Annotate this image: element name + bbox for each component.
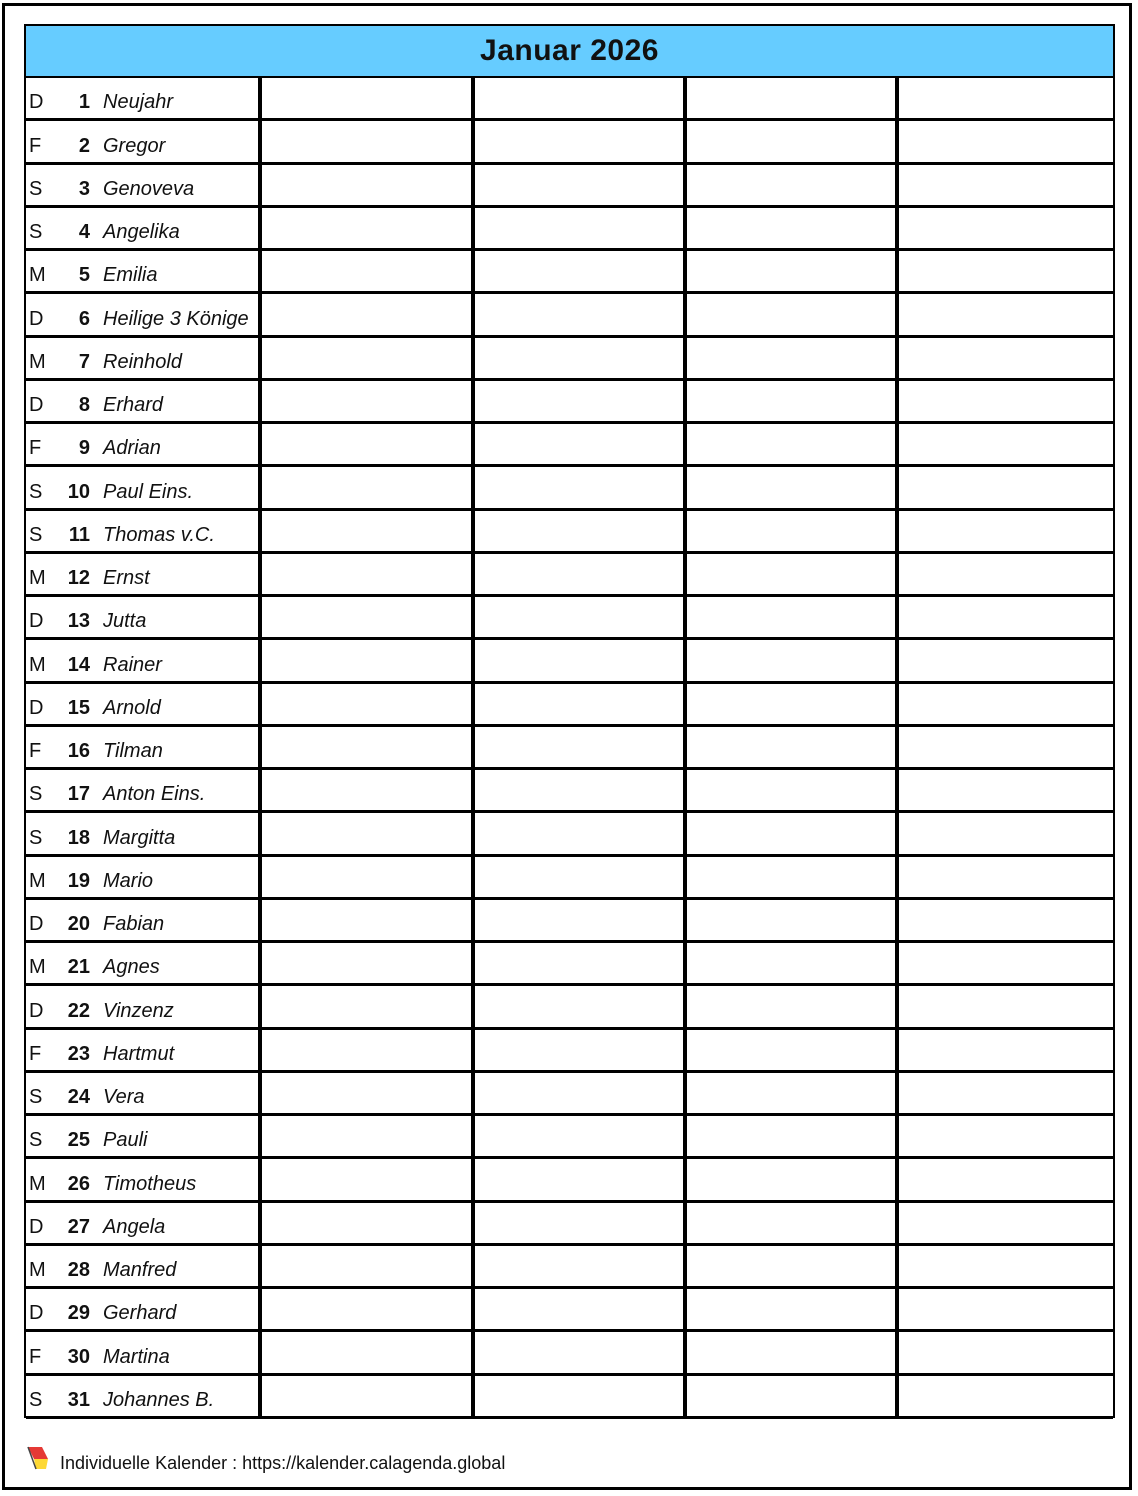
name-day: Agnes bbox=[103, 956, 160, 979]
entry-cell[interactable] bbox=[683, 121, 895, 161]
entry-cell[interactable] bbox=[471, 597, 683, 637]
entry-cell[interactable] bbox=[895, 251, 1113, 291]
entry-cell[interactable] bbox=[471, 554, 683, 594]
entry-cell[interactable] bbox=[471, 813, 683, 853]
day-label bbox=[26, 1159, 258, 1199]
entry-cell[interactable] bbox=[258, 1246, 471, 1286]
entry-cell[interactable] bbox=[895, 1246, 1113, 1286]
day-label bbox=[26, 857, 258, 897]
name-day: Adrian bbox=[103, 437, 161, 460]
entry-cell[interactable] bbox=[895, 640, 1113, 680]
day-label bbox=[26, 424, 258, 464]
entry-cell[interactable] bbox=[471, 424, 683, 464]
entry-cell[interactable] bbox=[895, 467, 1113, 507]
entry-cell[interactable] bbox=[471, 121, 683, 161]
day-row bbox=[26, 1246, 1113, 1289]
day-number: 18 bbox=[67, 826, 90, 849]
day-number: 22 bbox=[67, 999, 90, 1022]
day-number: 5 bbox=[78, 264, 90, 287]
name-day: Angelika bbox=[103, 221, 180, 243]
entry-cell[interactable] bbox=[471, 511, 683, 551]
entry-cell[interactable] bbox=[258, 424, 471, 464]
day-row bbox=[26, 121, 1113, 164]
name-day: Reinhold bbox=[103, 350, 182, 373]
weekday-letter: S bbox=[29, 480, 43, 503]
entry-cell[interactable] bbox=[683, 294, 895, 334]
entry-cell[interactable] bbox=[258, 813, 471, 853]
calendar-flag-icon bbox=[26, 1445, 52, 1471]
day-number: 7 bbox=[78, 350, 90, 373]
day-row bbox=[26, 511, 1113, 554]
entry-cell[interactable] bbox=[895, 511, 1113, 551]
day-row bbox=[26, 770, 1113, 813]
entry-cell[interactable] bbox=[471, 338, 683, 378]
day-number: 19 bbox=[67, 869, 90, 892]
entry-cell[interactable] bbox=[683, 338, 895, 378]
weekday-letter: S bbox=[29, 177, 43, 200]
weekday-letter: S bbox=[29, 826, 43, 849]
entry-cell[interactable] bbox=[895, 121, 1113, 161]
day-row bbox=[26, 1073, 1113, 1116]
day-label bbox=[26, 1073, 258, 1113]
weekday-letter: F bbox=[29, 740, 42, 762]
entry-cell[interactable] bbox=[895, 1159, 1113, 1199]
entry-cell[interactable] bbox=[895, 986, 1113, 1026]
entry-cell[interactable] bbox=[683, 208, 895, 248]
name-day: Gerhard bbox=[103, 1302, 177, 1325]
entry-cell[interactable] bbox=[258, 208, 471, 248]
weekday-letter: S bbox=[29, 221, 43, 243]
entry-cell[interactable] bbox=[895, 1116, 1113, 1156]
entry-cell[interactable] bbox=[683, 1073, 895, 1113]
weekday-letter: D bbox=[29, 91, 44, 114]
entry-cell[interactable] bbox=[471, 1073, 683, 1113]
entry-cell[interactable] bbox=[683, 857, 895, 897]
entry-cell[interactable] bbox=[895, 1030, 1113, 1070]
name-day: Martina bbox=[103, 1345, 170, 1368]
day-label bbox=[26, 640, 258, 680]
day-row bbox=[26, 165, 1113, 208]
entry-cell[interactable] bbox=[258, 1376, 471, 1416]
entry-cell[interactable] bbox=[258, 727, 471, 767]
weekday-letter: M bbox=[29, 264, 46, 287]
entry-cell[interactable] bbox=[895, 554, 1113, 594]
day-number: 27 bbox=[67, 1215, 90, 1238]
name-day: Johannes B. bbox=[103, 1388, 215, 1411]
entry-cell[interactable] bbox=[471, 1332, 683, 1372]
entry-cell[interactable] bbox=[258, 1073, 471, 1113]
name-day: Hartmut bbox=[103, 1042, 175, 1065]
entry-cell[interactable] bbox=[471, 943, 683, 983]
entry-cell[interactable] bbox=[258, 251, 471, 291]
entry-cell[interactable] bbox=[683, 813, 895, 853]
entry-cell[interactable] bbox=[471, 381, 683, 421]
day-number: 4 bbox=[78, 221, 90, 243]
day-number: 12 bbox=[67, 567, 90, 589]
weekday-letter: S bbox=[29, 1129, 43, 1152]
entry-cell[interactable] bbox=[258, 381, 471, 421]
weekday-letter: M bbox=[29, 869, 46, 892]
entry-cell[interactable] bbox=[258, 770, 471, 810]
entry-cell[interactable] bbox=[258, 640, 471, 680]
name-day: Timotheus bbox=[103, 1172, 197, 1195]
entry-cell[interactable] bbox=[258, 294, 471, 334]
day-number: 20 bbox=[67, 913, 90, 935]
entry-cell[interactable] bbox=[471, 208, 683, 248]
day-label bbox=[26, 1030, 258, 1070]
day-number: 15 bbox=[67, 696, 90, 719]
entry-cell[interactable] bbox=[471, 900, 683, 940]
entry-cell[interactable] bbox=[895, 294, 1113, 334]
entry-cell[interactable] bbox=[683, 424, 895, 464]
entry-cell[interactable] bbox=[471, 986, 683, 1026]
entry-cell[interactable] bbox=[683, 554, 895, 594]
day-rows bbox=[26, 78, 1113, 1419]
entry-cell[interactable] bbox=[471, 165, 683, 205]
day-number: 10 bbox=[67, 480, 90, 503]
day-row bbox=[26, 684, 1113, 727]
entry-cell[interactable] bbox=[471, 467, 683, 507]
weekday-letter: D bbox=[29, 913, 44, 935]
day-label bbox=[26, 684, 258, 724]
entry-cell[interactable] bbox=[471, 1376, 683, 1416]
entry-cell[interactable] bbox=[895, 684, 1113, 724]
weekday-letter: F bbox=[29, 1042, 42, 1065]
weekday-letter: D bbox=[29, 394, 44, 416]
entry-cell[interactable] bbox=[471, 251, 683, 291]
name-day: Emilia bbox=[103, 264, 158, 287]
name-day: Margitta bbox=[103, 826, 176, 849]
entry-cell[interactable] bbox=[895, 381, 1113, 421]
name-day: Vinzenz bbox=[103, 999, 174, 1022]
entry-cell[interactable] bbox=[895, 165, 1113, 205]
day-label bbox=[26, 1116, 258, 1156]
entry-cell[interactable] bbox=[258, 943, 471, 983]
day-label bbox=[26, 208, 258, 248]
day-row bbox=[26, 467, 1113, 510]
day-number: 13 bbox=[67, 610, 90, 633]
day-label bbox=[26, 727, 258, 767]
day-row bbox=[26, 1159, 1113, 1202]
day-row bbox=[26, 338, 1113, 381]
weekday-letter: D bbox=[29, 696, 44, 719]
entry-cell[interactable] bbox=[683, 1030, 895, 1070]
day-label bbox=[26, 511, 258, 551]
entry-cell[interactable] bbox=[258, 554, 471, 594]
weekday-letter: D bbox=[29, 1302, 44, 1325]
day-number: 8 bbox=[78, 394, 90, 416]
weekday-letter: F bbox=[29, 134, 42, 157]
weekday-letter: M bbox=[29, 350, 46, 373]
footer bbox=[26, 1440, 505, 1476]
entry-cell[interactable] bbox=[471, 857, 683, 897]
entry-cell[interactable] bbox=[471, 640, 683, 680]
day-number: 25 bbox=[67, 1129, 90, 1152]
day-number: 14 bbox=[67, 653, 90, 676]
entry-cell[interactable] bbox=[471, 1289, 683, 1329]
day-label bbox=[26, 986, 258, 1026]
day-number: 6 bbox=[78, 307, 90, 330]
day-row bbox=[26, 986, 1113, 1029]
day-number: 16 bbox=[67, 740, 90, 762]
entry-cell[interactable] bbox=[683, 251, 895, 291]
day-number: 11 bbox=[68, 523, 90, 546]
weekday-letter: M bbox=[29, 1172, 46, 1195]
entry-cell[interactable] bbox=[683, 1289, 895, 1329]
entry-cell[interactable] bbox=[683, 165, 895, 205]
entry-cell[interactable] bbox=[683, 1203, 895, 1243]
day-label bbox=[26, 467, 258, 507]
entry-cell[interactable] bbox=[683, 381, 895, 421]
day-row bbox=[26, 1376, 1113, 1419]
entry-cell[interactable] bbox=[683, 597, 895, 637]
name-day: Neujahr bbox=[103, 91, 174, 114]
name-day: Jutta bbox=[103, 610, 147, 633]
entry-cell[interactable] bbox=[683, 511, 895, 551]
entry-cell[interactable] bbox=[683, 986, 895, 1026]
entry-cell[interactable] bbox=[683, 1159, 895, 1199]
day-label bbox=[26, 943, 258, 983]
day-label bbox=[26, 1332, 258, 1372]
entry-cell[interactable] bbox=[683, 943, 895, 983]
day-row bbox=[26, 424, 1113, 467]
day-number: 2 bbox=[78, 134, 90, 157]
entry-cell[interactable] bbox=[258, 338, 471, 378]
entry-cell[interactable] bbox=[258, 121, 471, 161]
entry-cell[interactable] bbox=[683, 727, 895, 767]
weekday-letter: S bbox=[29, 1086, 43, 1108]
entry-cell[interactable] bbox=[258, 857, 471, 897]
day-row bbox=[26, 1030, 1113, 1073]
entry-cell[interactable] bbox=[258, 1332, 471, 1372]
name-day: Heilige 3 Könige bbox=[103, 307, 249, 330]
entry-cell[interactable] bbox=[258, 597, 471, 637]
entry-cell[interactable] bbox=[895, 1332, 1113, 1372]
entry-cell[interactable] bbox=[895, 208, 1113, 248]
entry-cell[interactable] bbox=[683, 900, 895, 940]
day-row bbox=[26, 1332, 1113, 1375]
entry-cell[interactable] bbox=[471, 294, 683, 334]
day-row bbox=[26, 1289, 1113, 1332]
entry-cell[interactable] bbox=[683, 1332, 895, 1372]
day-row bbox=[26, 251, 1113, 294]
day-number: 24 bbox=[67, 1086, 90, 1108]
entry-cell[interactable] bbox=[258, 684, 471, 724]
calendar-table bbox=[24, 24, 1115, 1418]
day-row bbox=[26, 381, 1113, 424]
entry-cell[interactable] bbox=[895, 597, 1113, 637]
day-label bbox=[26, 1289, 258, 1329]
entry-cell[interactable] bbox=[895, 1289, 1113, 1329]
day-row bbox=[26, 554, 1113, 597]
entry-cell[interactable] bbox=[683, 467, 895, 507]
day-label bbox=[26, 381, 258, 421]
name-day: Ernst bbox=[103, 567, 150, 589]
entry-cell[interactable] bbox=[895, 1073, 1113, 1113]
entry-cell[interactable] bbox=[258, 986, 471, 1026]
name-day: Angela bbox=[103, 1215, 166, 1238]
name-day: Fabian bbox=[103, 913, 165, 935]
entry-cell[interactable] bbox=[895, 1376, 1113, 1416]
entry-cell[interactable] bbox=[895, 424, 1113, 464]
entry-cell[interactable] bbox=[471, 727, 683, 767]
entry-cell[interactable] bbox=[471, 1159, 683, 1199]
name-day: Gregor bbox=[103, 134, 166, 157]
day-number: 9 bbox=[78, 437, 90, 460]
weekday-letter: M bbox=[29, 653, 46, 676]
entry-cell[interactable] bbox=[683, 640, 895, 680]
weekday-letter: F bbox=[29, 437, 42, 460]
weekday-letter: F bbox=[29, 1345, 42, 1368]
entry-cell[interactable] bbox=[258, 511, 471, 551]
entry-cell[interactable] bbox=[258, 1030, 471, 1070]
weekday-letter: D bbox=[29, 999, 44, 1022]
day-label bbox=[26, 770, 258, 810]
day-row bbox=[26, 208, 1113, 251]
name-day: Anton Eins. bbox=[103, 783, 206, 806]
weekday-letter: S bbox=[29, 1388, 43, 1411]
day-label bbox=[26, 78, 258, 118]
day-row bbox=[26, 294, 1113, 337]
day-row bbox=[26, 597, 1113, 640]
day-row bbox=[26, 640, 1113, 683]
entry-cell[interactable] bbox=[895, 770, 1113, 810]
entry-cell[interactable] bbox=[258, 165, 471, 205]
day-row bbox=[26, 943, 1113, 986]
day-label bbox=[26, 1246, 258, 1286]
name-day: Paul Eins. bbox=[103, 480, 194, 503]
day-number: 26 bbox=[67, 1172, 90, 1195]
weekday-letter: S bbox=[29, 523, 43, 546]
entry-cell[interactable] bbox=[895, 900, 1113, 940]
entry-cell[interactable] bbox=[683, 770, 895, 810]
day-label bbox=[26, 597, 258, 637]
day-number: 21 bbox=[67, 956, 90, 979]
day-number: 17 bbox=[67, 783, 90, 806]
day-number: 3 bbox=[78, 177, 90, 200]
weekday-letter: M bbox=[29, 1259, 46, 1281]
entry-cell[interactable] bbox=[895, 1203, 1113, 1243]
entry-cell[interactable] bbox=[683, 1246, 895, 1286]
day-row bbox=[26, 727, 1113, 770]
entry-cell[interactable] bbox=[258, 1116, 471, 1156]
day-row bbox=[26, 78, 1113, 121]
footer-link-text[interactable]: Individuelle Kalender : https://kalender.calagenda.global bbox=[60, 1452, 506, 1473]
entry-cell[interactable] bbox=[895, 943, 1113, 983]
day-label bbox=[26, 165, 258, 205]
entry-cell[interactable] bbox=[258, 1203, 471, 1243]
name-day: Arnold bbox=[103, 696, 161, 719]
name-day: Pauli bbox=[103, 1129, 148, 1152]
entry-cell[interactable] bbox=[895, 857, 1113, 897]
name-day: Mario bbox=[103, 869, 154, 892]
name-day: Vera bbox=[103, 1086, 145, 1108]
entry-cell[interactable] bbox=[683, 78, 895, 118]
entry-cell[interactable] bbox=[471, 1116, 683, 1156]
weekday-letter: M bbox=[29, 567, 46, 589]
entry-cell[interactable] bbox=[471, 1030, 683, 1070]
day-label bbox=[26, 121, 258, 161]
day-label bbox=[26, 1203, 258, 1243]
entry-cell[interactable] bbox=[895, 338, 1113, 378]
day-row bbox=[26, 1203, 1113, 1246]
entry-cell[interactable] bbox=[683, 684, 895, 724]
entry-cell[interactable] bbox=[895, 78, 1113, 118]
entry-cell[interactable] bbox=[258, 78, 471, 118]
entry-cell[interactable] bbox=[258, 1289, 471, 1329]
day-number: 31 bbox=[67, 1388, 90, 1411]
entry-cell[interactable] bbox=[471, 78, 683, 118]
day-number: 29 bbox=[67, 1302, 90, 1325]
weekday-letter: S bbox=[29, 783, 43, 806]
month-title: Januar 2026 bbox=[26, 26, 1113, 78]
day-number: 23 bbox=[67, 1042, 90, 1065]
entry-cell[interactable] bbox=[895, 727, 1113, 767]
day-row bbox=[26, 900, 1113, 943]
name-day: Thomas v.C. bbox=[103, 523, 215, 546]
day-label bbox=[26, 554, 258, 594]
name-day: Tilman bbox=[103, 740, 163, 762]
name-day: Genoveva bbox=[103, 177, 195, 200]
name-day: Erhard bbox=[103, 394, 164, 416]
day-number: 1 bbox=[78, 91, 90, 114]
day-label bbox=[26, 1376, 258, 1416]
day-label bbox=[26, 251, 258, 291]
entry-cell[interactable] bbox=[258, 467, 471, 507]
name-day: Manfred bbox=[103, 1259, 177, 1281]
entry-cell[interactable] bbox=[895, 813, 1113, 853]
day-label bbox=[26, 294, 258, 334]
weekday-letter: D bbox=[29, 610, 44, 633]
weekday-letter: D bbox=[29, 1215, 44, 1238]
day-number: 30 bbox=[67, 1345, 90, 1368]
entry-cell[interactable] bbox=[471, 684, 683, 724]
weekday-letter: M bbox=[29, 956, 46, 979]
day-label bbox=[26, 900, 258, 940]
entry-cell[interactable] bbox=[471, 770, 683, 810]
day-number: 28 bbox=[67, 1259, 90, 1281]
entry-cell[interactable] bbox=[471, 1246, 683, 1286]
entry-cell[interactable] bbox=[258, 900, 471, 940]
day-row bbox=[26, 857, 1113, 900]
day-label bbox=[26, 338, 258, 378]
weekday-letter: D bbox=[29, 307, 44, 330]
day-row bbox=[26, 1116, 1113, 1159]
day-label bbox=[26, 813, 258, 853]
entry-cell[interactable] bbox=[471, 1203, 683, 1243]
entry-cell[interactable] bbox=[683, 1376, 895, 1416]
day-row bbox=[26, 813, 1113, 856]
entry-cell[interactable] bbox=[683, 1116, 895, 1156]
entry-cell[interactable] bbox=[258, 1159, 471, 1199]
name-day: Rainer bbox=[103, 653, 162, 676]
